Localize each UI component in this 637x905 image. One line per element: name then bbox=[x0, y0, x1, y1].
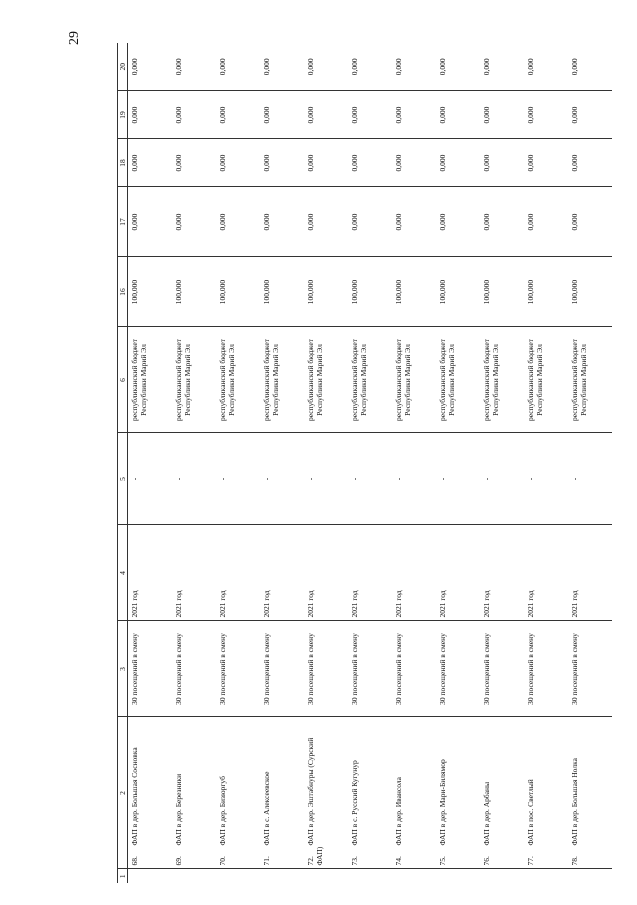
col17-value: 0,000 bbox=[350, 213, 359, 231]
col20-value-cell bbox=[260, 43, 304, 91]
funding-source: республиканский бюджет Республики Марий Эл bbox=[218, 339, 236, 421]
col5-value: - bbox=[570, 477, 579, 481]
year: 2021 год bbox=[130, 590, 139, 618]
col16-value: 100,000 bbox=[570, 279, 579, 305]
table-row bbox=[216, 43, 260, 883]
col16-value-cell bbox=[436, 257, 480, 327]
col16-value: 100,000 bbox=[438, 279, 447, 305]
funding-source: республиканский бюджет Республики Марий Эл bbox=[482, 339, 500, 421]
facility-name: ФАП в пос. Светлый bbox=[526, 779, 535, 846]
col20-value: 0,000 bbox=[394, 58, 403, 76]
funding-source-cell bbox=[348, 327, 392, 433]
col5-value: - bbox=[218, 477, 227, 481]
col20-value-cell bbox=[172, 43, 216, 91]
col20-value-cell bbox=[128, 43, 173, 91]
col16-value-cell bbox=[216, 257, 260, 327]
row-spacer bbox=[304, 869, 348, 883]
year-cell bbox=[436, 525, 480, 621]
funding-source: республиканский бюджет Республики Марий Эл bbox=[350, 339, 368, 421]
col20-value: 0,000 bbox=[130, 58, 139, 76]
col19-value: 0,000 bbox=[526, 106, 535, 124]
col20-value-cell bbox=[568, 43, 612, 91]
year: 2021 год bbox=[394, 590, 403, 618]
col-header-3: 3 bbox=[118, 621, 128, 717]
year: 2021 год bbox=[174, 590, 183, 618]
facility-name: ФАП в дер. Мари-Билямор bbox=[438, 759, 447, 846]
col5-value-cell bbox=[348, 433, 392, 525]
capacity: 30 посещений в смену bbox=[218, 633, 227, 705]
col17-value-cell bbox=[436, 187, 480, 257]
row-spacer bbox=[568, 869, 612, 883]
col-header-17: 17 bbox=[118, 187, 128, 257]
col5-value-cell bbox=[216, 433, 260, 525]
col17-value-cell bbox=[216, 187, 260, 257]
facilities-table bbox=[117, 43, 612, 883]
col19-value-cell bbox=[304, 91, 348, 139]
col20-value: 0,000 bbox=[174, 58, 183, 76]
col5-value-cell bbox=[128, 433, 173, 525]
row-number: 70. bbox=[218, 856, 227, 866]
row-number: 71. bbox=[262, 856, 271, 866]
col17-value-cell bbox=[260, 187, 304, 257]
col17-value: 0,000 bbox=[306, 213, 315, 231]
table-row bbox=[348, 43, 392, 883]
col18-value: 0,000 bbox=[350, 154, 359, 172]
col16-value: 100,000 bbox=[394, 279, 403, 305]
col18-value: 0,000 bbox=[394, 154, 403, 172]
funding-source: республиканский бюджет Республики Марий Эл bbox=[394, 339, 412, 421]
capacity-cell bbox=[128, 621, 173, 717]
col19-value: 0,000 bbox=[482, 106, 491, 124]
col-header-18: 18 bbox=[118, 139, 128, 187]
year: 2021 год bbox=[526, 590, 535, 618]
header-row bbox=[118, 43, 128, 883]
facility-name-cell bbox=[172, 717, 216, 869]
year-cell bbox=[216, 525, 260, 621]
col16-value-cell bbox=[128, 257, 173, 327]
facility-name-cell bbox=[216, 717, 260, 869]
table-row bbox=[260, 43, 304, 883]
col16-value: 100,000 bbox=[262, 279, 271, 305]
year-cell bbox=[480, 525, 524, 621]
capacity-cell bbox=[480, 621, 524, 717]
col5-value: - bbox=[262, 477, 271, 481]
col-header-20: 20 bbox=[118, 43, 128, 91]
col-header-2: 2 bbox=[118, 717, 128, 869]
col18-value: 0,000 bbox=[262, 154, 271, 172]
col19-value-cell bbox=[568, 91, 612, 139]
col18-value: 0,000 bbox=[218, 154, 227, 172]
col20-value-cell bbox=[216, 43, 260, 91]
funding-source-cell bbox=[436, 327, 480, 433]
row-number: 68. bbox=[130, 856, 139, 866]
col20-value: 0,000 bbox=[526, 58, 535, 76]
col16-value-cell bbox=[392, 257, 436, 327]
col16-value-cell bbox=[524, 257, 568, 327]
year-cell bbox=[172, 525, 216, 621]
funding-source-cell bbox=[216, 327, 260, 433]
col17-value: 0,000 bbox=[394, 213, 403, 231]
col19-value: 0,000 bbox=[174, 106, 183, 124]
col20-value: 0,000 bbox=[482, 58, 491, 76]
col19-value-cell bbox=[524, 91, 568, 139]
col18-value-cell bbox=[348, 139, 392, 187]
col17-value: 0,000 bbox=[262, 213, 271, 231]
col20-value-cell bbox=[436, 43, 480, 91]
row-number: 77. bbox=[526, 856, 535, 866]
row-number: 75. bbox=[438, 856, 447, 866]
col16-value: 100,000 bbox=[306, 279, 315, 305]
facility-name-cell bbox=[392, 717, 436, 869]
year-cell bbox=[392, 525, 436, 621]
facility-name-cell bbox=[436, 717, 480, 869]
col-header-1: 1 bbox=[118, 869, 128, 883]
capacity-cell bbox=[260, 621, 304, 717]
facility-name-cell bbox=[524, 717, 568, 869]
col20-value: 0,000 bbox=[218, 58, 227, 76]
col18-value-cell bbox=[568, 139, 612, 187]
facility-name: ФАП в дер. Ивансола bbox=[394, 777, 403, 846]
year-cell bbox=[260, 525, 304, 621]
facility-name: ФАП в дер. Арбаны bbox=[482, 781, 491, 846]
row-spacer bbox=[524, 869, 568, 883]
facility-name: ФАП в дер. Большая Сосновка bbox=[130, 747, 139, 846]
capacity: 30 посещений в смену bbox=[394, 633, 403, 705]
facility-name-cell bbox=[480, 717, 524, 869]
funding-source-cell bbox=[392, 327, 436, 433]
col-header-19: 19 bbox=[118, 91, 128, 139]
col18-value: 0,000 bbox=[482, 154, 491, 172]
col16-value-cell bbox=[568, 257, 612, 327]
col18-value-cell bbox=[392, 139, 436, 187]
row-number: 74. bbox=[394, 856, 403, 866]
capacity: 30 посещений в смену bbox=[130, 633, 139, 705]
col17-value-cell bbox=[172, 187, 216, 257]
table-row bbox=[480, 43, 524, 883]
capacity: 30 посещений в смену bbox=[526, 633, 535, 705]
facility-name: ФАП в с. Алексеевское bbox=[262, 771, 271, 846]
col18-value: 0,000 bbox=[174, 154, 183, 172]
page-number: 29 bbox=[67, 31, 82, 45]
capacity: 30 посещений в смену bbox=[262, 633, 271, 705]
capacity: 30 посещений в смену bbox=[306, 633, 315, 705]
col18-value-cell bbox=[128, 139, 173, 187]
col16-value: 100,000 bbox=[526, 279, 535, 305]
col5-value-cell bbox=[304, 433, 348, 525]
col17-value: 0,000 bbox=[570, 213, 579, 231]
col17-value-cell bbox=[568, 187, 612, 257]
col18-value-cell bbox=[172, 139, 216, 187]
col16-value: 100,000 bbox=[482, 279, 491, 305]
funding-source: республиканский бюджет Республики Марий Эл bbox=[130, 339, 148, 421]
col18-value-cell bbox=[436, 139, 480, 187]
col17-value-cell bbox=[524, 187, 568, 257]
col17-value: 0,000 bbox=[130, 213, 139, 231]
facility-name: ФАП в дер. Бизюргуб bbox=[218, 776, 227, 846]
year: 2021 год bbox=[218, 590, 227, 618]
col19-value-cell bbox=[392, 91, 436, 139]
col19-value: 0,000 bbox=[306, 106, 315, 124]
funding-source-cell bbox=[524, 327, 568, 433]
col20-value-cell bbox=[480, 43, 524, 91]
funding-source-cell bbox=[172, 327, 216, 433]
table-body bbox=[128, 43, 613, 883]
row-spacer bbox=[216, 869, 260, 883]
col5-value: - bbox=[482, 477, 491, 481]
capacity-cell bbox=[568, 621, 612, 717]
row-spacer bbox=[260, 869, 304, 883]
row-number: 78. bbox=[570, 856, 579, 866]
capacity-cell bbox=[392, 621, 436, 717]
col5-value-cell bbox=[568, 433, 612, 525]
table-row bbox=[304, 43, 348, 883]
col19-value: 0,000 bbox=[218, 106, 227, 124]
col18-value-cell bbox=[524, 139, 568, 187]
facility-name: ФАП в дер. Большая Нолка bbox=[570, 758, 579, 846]
year: 2021 год bbox=[350, 590, 359, 618]
col17-value: 0,000 bbox=[218, 213, 227, 231]
facility-name-cell bbox=[568, 717, 612, 869]
capacity-cell bbox=[216, 621, 260, 717]
row-number: 72. bbox=[306, 856, 315, 866]
col-header-5: 5 bbox=[118, 433, 128, 525]
col17-value: 0,000 bbox=[438, 213, 447, 231]
col18-value: 0,000 bbox=[570, 154, 579, 172]
col19-value-cell bbox=[172, 91, 216, 139]
capacity-cell bbox=[304, 621, 348, 717]
year-cell bbox=[304, 525, 348, 621]
col19-value: 0,000 bbox=[438, 106, 447, 124]
col17-value: 0,000 bbox=[526, 213, 535, 231]
col16-value: 100,000 bbox=[350, 279, 359, 305]
col20-value-cell bbox=[524, 43, 568, 91]
row-spacer bbox=[392, 869, 436, 883]
col-header-16: 16 bbox=[118, 257, 128, 327]
row-number: 76. bbox=[482, 856, 491, 866]
col17-value: 0,000 bbox=[174, 213, 183, 231]
funding-source-cell bbox=[128, 327, 173, 433]
col16-value: 100,000 bbox=[218, 279, 227, 305]
funding-source: республиканский бюджет Республики Марий Эл bbox=[570, 339, 588, 421]
capacity-cell bbox=[524, 621, 568, 717]
year-cell bbox=[348, 525, 392, 621]
funding-source: республиканский бюджет Республики Марий Эл bbox=[526, 339, 544, 421]
col20-value: 0,000 bbox=[306, 58, 315, 76]
col20-value: 0,000 bbox=[350, 58, 359, 76]
table-row bbox=[172, 43, 216, 883]
capacity: 30 посещений в смену bbox=[482, 633, 491, 705]
col16-value: 100,000 bbox=[174, 279, 183, 305]
funding-source: республиканский бюджет Республики Марий Эл bbox=[438, 339, 456, 421]
funding-source-cell bbox=[568, 327, 612, 433]
col19-value-cell bbox=[128, 91, 173, 139]
year-cell bbox=[568, 525, 612, 621]
col18-value-cell bbox=[480, 139, 524, 187]
col19-value-cell bbox=[480, 91, 524, 139]
funding-source-cell bbox=[480, 327, 524, 433]
capacity: 30 посещений в смену bbox=[350, 633, 359, 705]
row-number: 69. bbox=[174, 856, 183, 866]
col5-value: - bbox=[526, 477, 535, 481]
col17-value: 0,000 bbox=[482, 213, 491, 231]
col5-value: - bbox=[438, 477, 447, 481]
col5-value: - bbox=[350, 477, 359, 481]
col17-value-cell bbox=[392, 187, 436, 257]
col17-value-cell bbox=[304, 187, 348, 257]
facility-name-cell bbox=[304, 717, 348, 869]
table-row bbox=[436, 43, 480, 883]
col5-value-cell bbox=[480, 433, 524, 525]
funding-source: республиканский бюджет Республики Марий Эл bbox=[262, 339, 280, 421]
col19-value: 0,000 bbox=[394, 106, 403, 124]
year: 2021 год bbox=[306, 590, 315, 618]
facility-name-cell bbox=[128, 717, 173, 869]
col19-value: 0,000 bbox=[262, 106, 271, 124]
year-cell bbox=[128, 525, 173, 621]
col5-value-cell bbox=[172, 433, 216, 525]
year: 2021 год bbox=[570, 590, 579, 618]
row-spacer bbox=[348, 869, 392, 883]
capacity: 30 посещений в смену bbox=[570, 633, 579, 705]
col18-value-cell bbox=[304, 139, 348, 187]
col20-value: 0,000 bbox=[570, 58, 579, 76]
table-row bbox=[568, 43, 612, 883]
col19-value-cell bbox=[436, 91, 480, 139]
year: 2021 год bbox=[438, 590, 447, 618]
col19-value: 0,000 bbox=[130, 106, 139, 124]
col-header-6: 6 bbox=[118, 327, 128, 433]
table-row bbox=[524, 43, 568, 883]
col19-value-cell bbox=[216, 91, 260, 139]
col16-value-cell bbox=[304, 257, 348, 327]
col20-value-cell bbox=[304, 43, 348, 91]
funding-source: республиканский бюджет Республики Марий Эл bbox=[306, 339, 324, 421]
capacity: 30 посещений в смену bbox=[174, 633, 183, 705]
row-spacer bbox=[128, 869, 173, 883]
col17-value-cell bbox=[348, 187, 392, 257]
facility-name-cell bbox=[348, 717, 392, 869]
col5-value: - bbox=[174, 477, 183, 481]
col19-value: 0,000 bbox=[350, 106, 359, 124]
col20-value: 0,000 bbox=[438, 58, 447, 76]
facility-name: ФАП в дер. Березники bbox=[174, 773, 183, 846]
col18-value: 0,000 bbox=[306, 154, 315, 172]
funding-source-cell bbox=[260, 327, 304, 433]
row-spacer bbox=[436, 869, 480, 883]
col18-value: 0,000 bbox=[526, 154, 535, 172]
year: 2021 год bbox=[482, 590, 491, 618]
col19-value-cell bbox=[348, 91, 392, 139]
col5-value: - bbox=[306, 477, 315, 481]
col18-value-cell bbox=[216, 139, 260, 187]
funding-source: республиканский бюджет Республики Марий Эл bbox=[174, 339, 192, 421]
col20-value-cell bbox=[348, 43, 392, 91]
col19-value-cell bbox=[260, 91, 304, 139]
col16-value: 100,000 bbox=[130, 279, 139, 305]
table-row bbox=[392, 43, 436, 883]
row-spacer bbox=[172, 869, 216, 883]
col18-value: 0,000 bbox=[438, 154, 447, 172]
facility-name-cell bbox=[260, 717, 304, 869]
col5-value-cell bbox=[436, 433, 480, 525]
year-cell bbox=[524, 525, 568, 621]
capacity: 30 посещений в смену bbox=[438, 633, 447, 705]
col20-value-cell bbox=[392, 43, 436, 91]
row-spacer bbox=[480, 869, 524, 883]
col20-value: 0,000 bbox=[262, 58, 271, 76]
table-row bbox=[128, 43, 173, 883]
col16-value-cell bbox=[260, 257, 304, 327]
capacity-cell bbox=[172, 621, 216, 717]
year: 2021 год bbox=[262, 590, 271, 618]
col5-value-cell bbox=[392, 433, 436, 525]
facility-name: ФАП в дер. Эштабнуры (Сурский ФАП) bbox=[306, 737, 324, 866]
col-header-4: 4 bbox=[118, 525, 128, 621]
capacity-cell bbox=[348, 621, 392, 717]
col16-value-cell bbox=[348, 257, 392, 327]
col17-value-cell bbox=[480, 187, 524, 257]
col18-value-cell bbox=[260, 139, 304, 187]
col19-value: 0,000 bbox=[570, 106, 579, 124]
col5-value-cell bbox=[260, 433, 304, 525]
col18-value: 0,000 bbox=[130, 154, 139, 172]
col5-value-cell bbox=[524, 433, 568, 525]
col5-value: - bbox=[394, 477, 403, 481]
funding-source-cell bbox=[304, 327, 348, 433]
col16-value-cell bbox=[172, 257, 216, 327]
capacity-cell bbox=[436, 621, 480, 717]
col16-value-cell bbox=[480, 257, 524, 327]
facility-name: ФАП в с. Русский Кугунур bbox=[350, 760, 359, 846]
col17-value-cell bbox=[128, 187, 173, 257]
rotated-table-container bbox=[117, 43, 602, 883]
row-number: 73. bbox=[350, 856, 359, 866]
col5-value: - bbox=[130, 477, 139, 481]
